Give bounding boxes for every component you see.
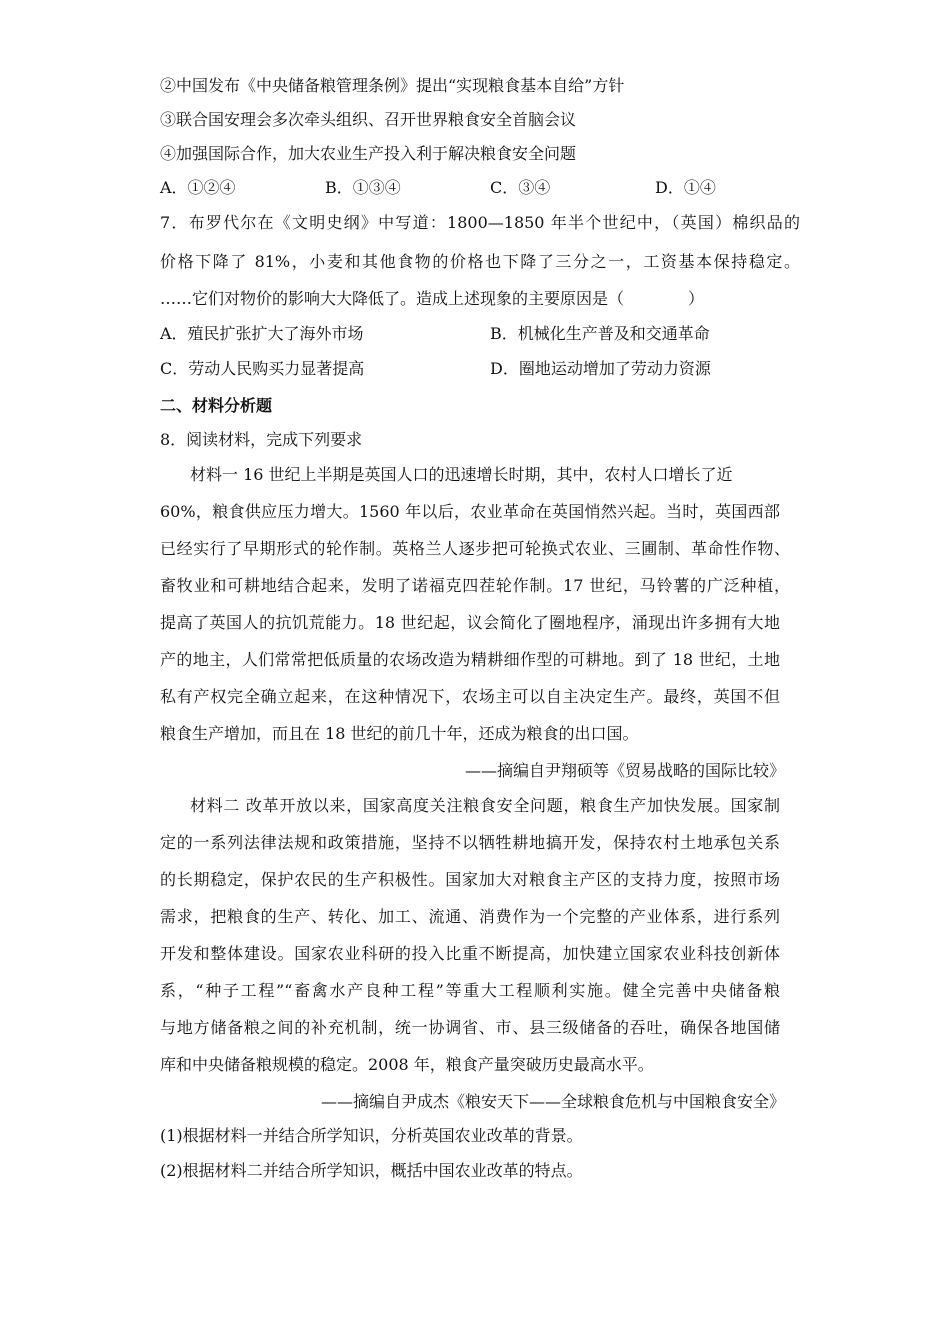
q7-option-a: A．殖民扩张扩大了海外市场: [160, 324, 364, 343]
material-1-source: ——摘编自尹翔硕等《贸易战略的国际比较》: [464, 761, 785, 780]
q7-option-b: B．机械化生产普及和交通革命: [490, 324, 710, 343]
material-2-line-6: 系，“种子工程”“畜禽水产良种工程”等重大工程顺利实施。健全完善中央储备粮: [160, 981, 780, 1000]
q8-question-1: (1)根据材料一并结合所学知识，分析英国农业改革的背景。: [160, 1126, 583, 1145]
q6-option-d: D．①④: [655, 178, 716, 197]
q8-question-2: (2)根据材料二并结合所学知识，概括中国农业改革的特点。: [160, 1161, 583, 1180]
material-2-line-3: 的长期稳定，保护农民的生产积极性。国家加大对粮食主产区的支持力度，按照市场: [160, 870, 780, 889]
material-1-line-5: 提高了英国人的抗饥荒能力。18 世纪起，议会简化了圈地程序，涌现出许多拥有大地: [160, 613, 780, 632]
q7-stem-line-2: 价格下降了 81%，小麦和其他食物的价格也下降了三分之一，工资基本保持稳定。: [160, 252, 800, 271]
q6-item-2: ②中国发布《中央储备粮管理条例》提出“实现粮食基本自给”方针: [160, 76, 625, 95]
q7-option-c: C．劳动人民购买力显著提高: [160, 359, 365, 378]
q6-option-b: B．①③④: [325, 178, 401, 197]
material-2-source: ——摘编自尹成杰《粮安天下——全球粮食危机与中国粮食安全》: [320, 1092, 785, 1111]
material-1-line-2: 60%，粮食供应压力增大。1560 年以后，农业革命在英国悄然兴起。当时，英国西部: [160, 502, 780, 521]
material-2-line-5: 开发和整体建设。国家农业科研的投入比重不断提高，加快建立国家农业科技创新体: [160, 944, 780, 963]
q7-stem-line-1: 7．布罗代尔在《文明史纲》中写道：1800—1850 年半个世纪中，（英国）棉织品的: [160, 213, 800, 232]
material-1-line-7: 私有产权完全确立起来，在这种情况下，农场主可以自主决定生产。最终，英国不但: [160, 687, 780, 706]
q6-option-a: A．①②④: [160, 178, 236, 197]
q6-item-4: ④加强国际合作，加大农业生产投入利于解决粮食安全问题: [160, 144, 577, 163]
material-1-line-4: 畜牧业和可耕地结合起来，发明了诺福克四茬轮作制。17 世纪，马铃薯的广泛种植，: [160, 576, 790, 595]
material-2-line-4: 需求，把粮食的生产、转化、加工、流通、消费作为一个完整的产业体系，进行系列: [160, 907, 780, 926]
material-2-line-1: 材料二 改革开放以来，国家高度关注粮食安全问题，粮食生产加快发展。国家制: [190, 796, 780, 815]
q8-intro: 8．阅读材料，完成下列要求: [160, 430, 363, 449]
q6-option-c: C．③④: [490, 178, 551, 197]
q6-item-3: ③联合国安理会多次牵头组织、召开世界粮食安全首脑会议: [160, 110, 577, 129]
section-2-heading: 二、材料分析题: [160, 396, 273, 415]
material-2-line-7: 与地方储备粮之间的补充机制，统一协调省、市、县三级储备的吞吐，确保各地国储: [160, 1018, 780, 1037]
material-2-line-2: 定的一系列法律法规和政策措施，坚持不以牺牲耕地搞开发，保持农村土地承包关系: [160, 833, 780, 852]
material-1-line-6: 产的地主，人们常常把低质量的农场改造为精耕细作型的可耕地。到了 18 世纪，土地: [160, 650, 780, 669]
q7-stem-line-3: ……它们对物价的影响大大降低了。造成上述现象的主要原因是（ ）: [160, 289, 705, 308]
material-1-line-1: 材料一 16 世纪上半期是英国人口的迅速增长时期，其中，农村人口增长了近: [190, 465, 733, 484]
material-1-line-3: 已经实行了早期形式的轮作制。英格兰人逐步把可轮换式农业、三圃制、革命性作物、: [160, 539, 790, 558]
material-2-line-8: 库和中央储备粮规模的稳定。2008 年，粮食产量突破历史最高水平。: [160, 1055, 654, 1074]
material-1-line-8: 粮食生产增加，而且在 18 世纪的前几十年，还成为粮食的出口国。: [160, 724, 639, 743]
q7-option-d: D．圈地运动增加了劳动力资源: [490, 359, 711, 378]
